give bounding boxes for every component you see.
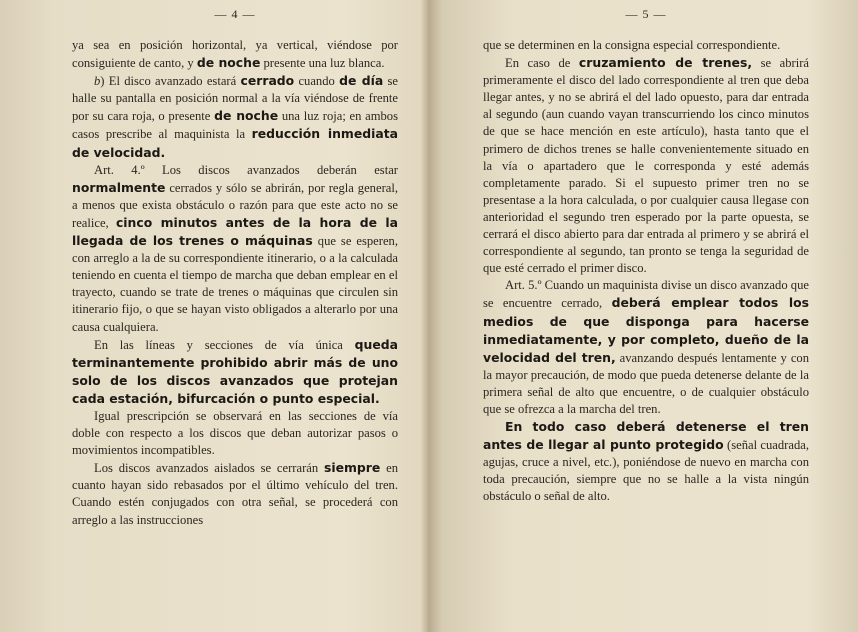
text-run: se halle su pantalla en posición normal a la vía viéndose de frente por su cara roja, o presente	[72, 74, 399, 124]
paragraph	[72, 72, 398, 161]
bold-emphasis: deberá emplear todos los medios de que disponga para hacerse inmediatamente, y por completo, dueño de la velocidad del tren,	[483, 295, 809, 365]
text-run: (señal cuadrada, agujas, cruce a nivel, etc.), poniéndose de nuevo en marcha con toda precaución, siempre que no se halle a la vista ningún obstáculo o señal de alto.	[483, 438, 809, 504]
italic-letter: b	[94, 74, 101, 89]
page-left	[72, 6, 398, 626]
bold-emphasis: cruzamiento de trenes,	[578, 55, 753, 71]
text-run: En caso de	[505, 56, 579, 71]
paragraph	[72, 162, 398, 336]
paragraph	[483, 37, 809, 54]
bold-emphasis: En todo caso deberá detenerse el tren antes de llegar al punto protegido	[483, 419, 809, 453]
paragraph	[72, 459, 398, 528]
text-run: en cuanto hayan sido rebasados por el último vehículo del tren. Cuando estén conjugados con otra señal, se procederá con arreglo a las instrucciones	[72, 461, 398, 527]
text-run: ya sea en posición horizontal, ya vertical, viéndose por consiguiente de canto, y	[72, 38, 398, 71]
text-run: Igual prescripción se observará en las secciones de vía doble con respecto a los discos que deban autorizar pasos o movimientos incompatibles.	[72, 408, 398, 458]
paragraph	[72, 336, 398, 408]
paragraph	[483, 54, 809, 277]
paragraph	[483, 277, 809, 418]
text-run: se abrirá primeramente el disco del lado correspondiente al tren que deba llegar antes, y no se abrirá el del lado opuesto, para dar entrada al segundo (aun cuando vayan transcurriendo los cinco minutos de que se hace mención en este artículo), hasta tanto que el primero de dichos trenes se halle convenientemente situado en la vía o apartadero que le corresponda y esté además completamente parado. Si el supuesto primer tren no se presentase a la hora calculada, o por cualquier causa llegase con anterioridad el segundo tren esperado por la parte opuesta, se cerrará el disco abierto para dar entrada al primero y se abrirá el correspondiente al segundo, tan pronto se tenga la seguridad de que esté cerrado el primer disco.	[483, 56, 810, 276]
page-number: — 5 —	[625, 7, 667, 21]
text-run: que se esperen, con arreglo a la de su correspondiente itinerario, o a la calculada teniendo en cuenta el tiempo de marcha que deban emplear en el trayecto, cuando se trate de trenes o máquinas que circulen sin itinerario fijo, o que se hayan visto obligados a alterarlo por una causa cualquiera.	[72, 234, 399, 334]
bold-emphasis: reducción inmediata de velocidad.	[72, 126, 398, 160]
text-run: que se determinen en la consigna especial correspondiente.	[483, 38, 781, 52]
bold-emphasis: siempre	[323, 460, 381, 476]
bold-emphasis: de día	[339, 73, 384, 89]
text-run: ) El disco avanzado estará	[100, 74, 241, 89]
bold-emphasis: de noche	[214, 108, 279, 124]
bold-emphasis: normalmente	[72, 179, 166, 195]
bold-emphasis: de noche	[196, 55, 261, 71]
text-run: cuando	[294, 74, 340, 89]
text-run: presente una luz blanca.	[260, 56, 385, 71]
text-run: Los discos avanzados aislados se cerrarán	[94, 461, 324, 476]
text-run: avanzando después lentamente y con la mayor precaución, de modo que pueda detenerse delante de la primera señal de alto que encuentre, o de cualquier obstáculo que se ofrezca a la marcha del tren.	[483, 350, 810, 416]
page-right	[483, 6, 809, 626]
text-run: Art. 4.º Los discos avanzados deberán estar	[94, 162, 398, 177]
paragraph	[72, 37, 398, 72]
bold-emphasis: cinco minutos antes de la hora de la llegada de los trenes o máquinas	[72, 214, 399, 249]
bold-emphasis: queda terminantemente prohibido abrir más de uno solo de los discos avanzados que protejan cada estación, bifurcación o punto especial.	[72, 336, 398, 406]
text-run: Art. 5.º Cuando un maquinista divise un disco avanzado que se encuentre cerrado,	[483, 278, 809, 311]
text-run: cerrados y sólo se abrirán, por regla general, a menos que exista obstáculo o razón para que este acto no se realice,	[72, 180, 398, 230]
paragraph	[72, 408, 398, 459]
text-run: En las líneas y secciones de vía única	[94, 337, 355, 352]
paragraph	[483, 418, 809, 505]
page-number: — 4 —	[214, 7, 256, 21]
bold-emphasis: cerrado	[240, 73, 295, 89]
text-run: una luz roja; en ambos casos prescribe al maquinista la	[72, 109, 398, 142]
